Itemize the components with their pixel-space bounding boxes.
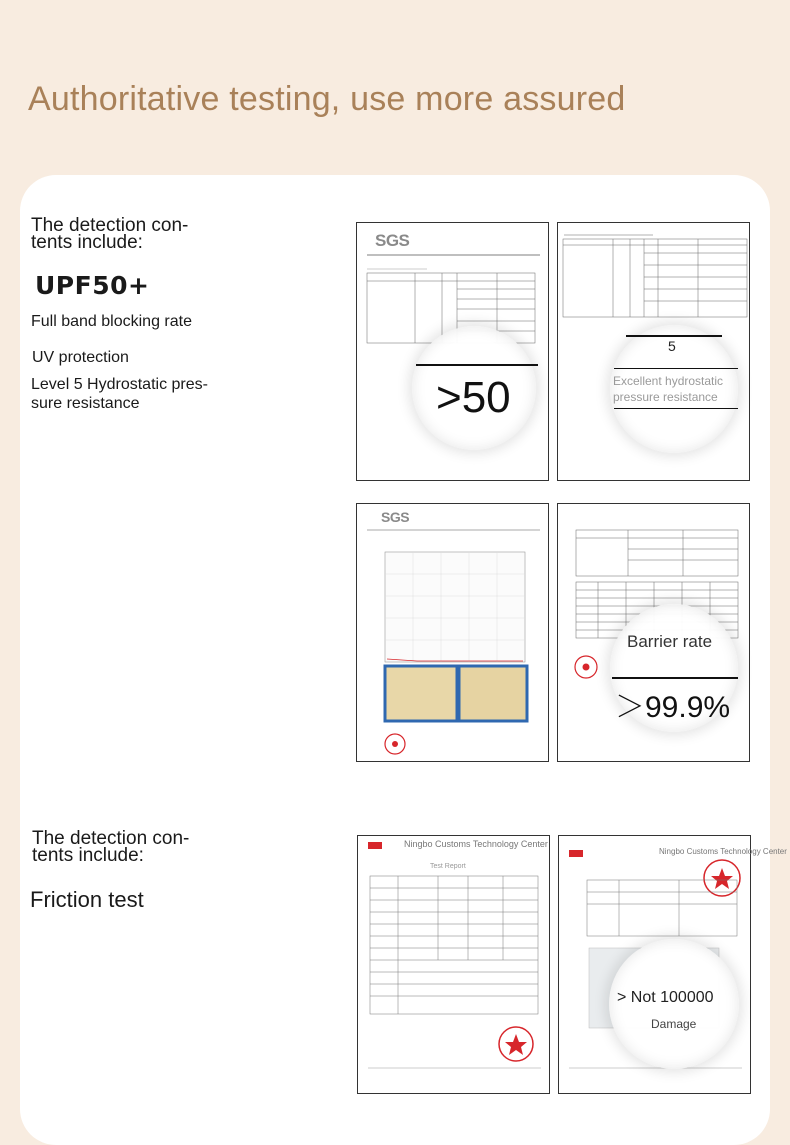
customs-table-graphic — [358, 836, 551, 1095]
barrier-rate-report — [557, 503, 750, 762]
hydrostatic-report — [557, 222, 750, 481]
upf-value: >50 — [436, 373, 511, 422]
detection-label: The detection con- tents include: — [31, 215, 189, 253]
hydro-level: 5 — [668, 338, 676, 354]
friction-magnifier — [609, 939, 739, 1069]
sgs-upf-report — [356, 222, 549, 481]
hydrostatic-label: Level 5 Hydrostatic pres- sure resistance — [31, 376, 208, 412]
blocking-rate-label: Full band blocking rate — [31, 313, 192, 330]
hydro-magnifier — [610, 325, 738, 453]
sgs-transmittance-report — [356, 503, 549, 762]
barrier-value: ＞99.9% — [615, 691, 731, 724]
sgs-logo-2: SGS — [381, 509, 410, 525]
upf-magnifier — [412, 326, 536, 450]
upf-rating: UPF50+ — [35, 271, 150, 300]
headline: Authoritative testing, use more assured — [28, 80, 626, 118]
barrier-magnifier — [610, 604, 738, 732]
customs-center-title: Ningbo Customs Technology Center — [404, 839, 548, 849]
customs-damage-report — [558, 835, 787, 1094]
customs-test-report — [357, 835, 550, 1094]
detection-label-2: The detection con- tents include: — [32, 828, 190, 866]
uv-protection-label: UV protection — [32, 349, 129, 366]
barrier-label: Barrier rate — [627, 632, 713, 651]
friction-value: > Not 100000 — [617, 989, 714, 1006]
hydro-note: Excellent hydrostatic pressure resistance — [613, 374, 724, 404]
transmittance-chart-graphic — [357, 504, 550, 763]
friction-test-label: Friction test — [30, 887, 144, 912]
test-report-title: Test Report — [430, 863, 466, 870]
friction-note: Damage — [651, 1017, 697, 1031]
sgs-logo: SGS — [375, 231, 410, 250]
customs-center-title-2: Ningbo Customs Technology Center — [659, 847, 787, 856]
